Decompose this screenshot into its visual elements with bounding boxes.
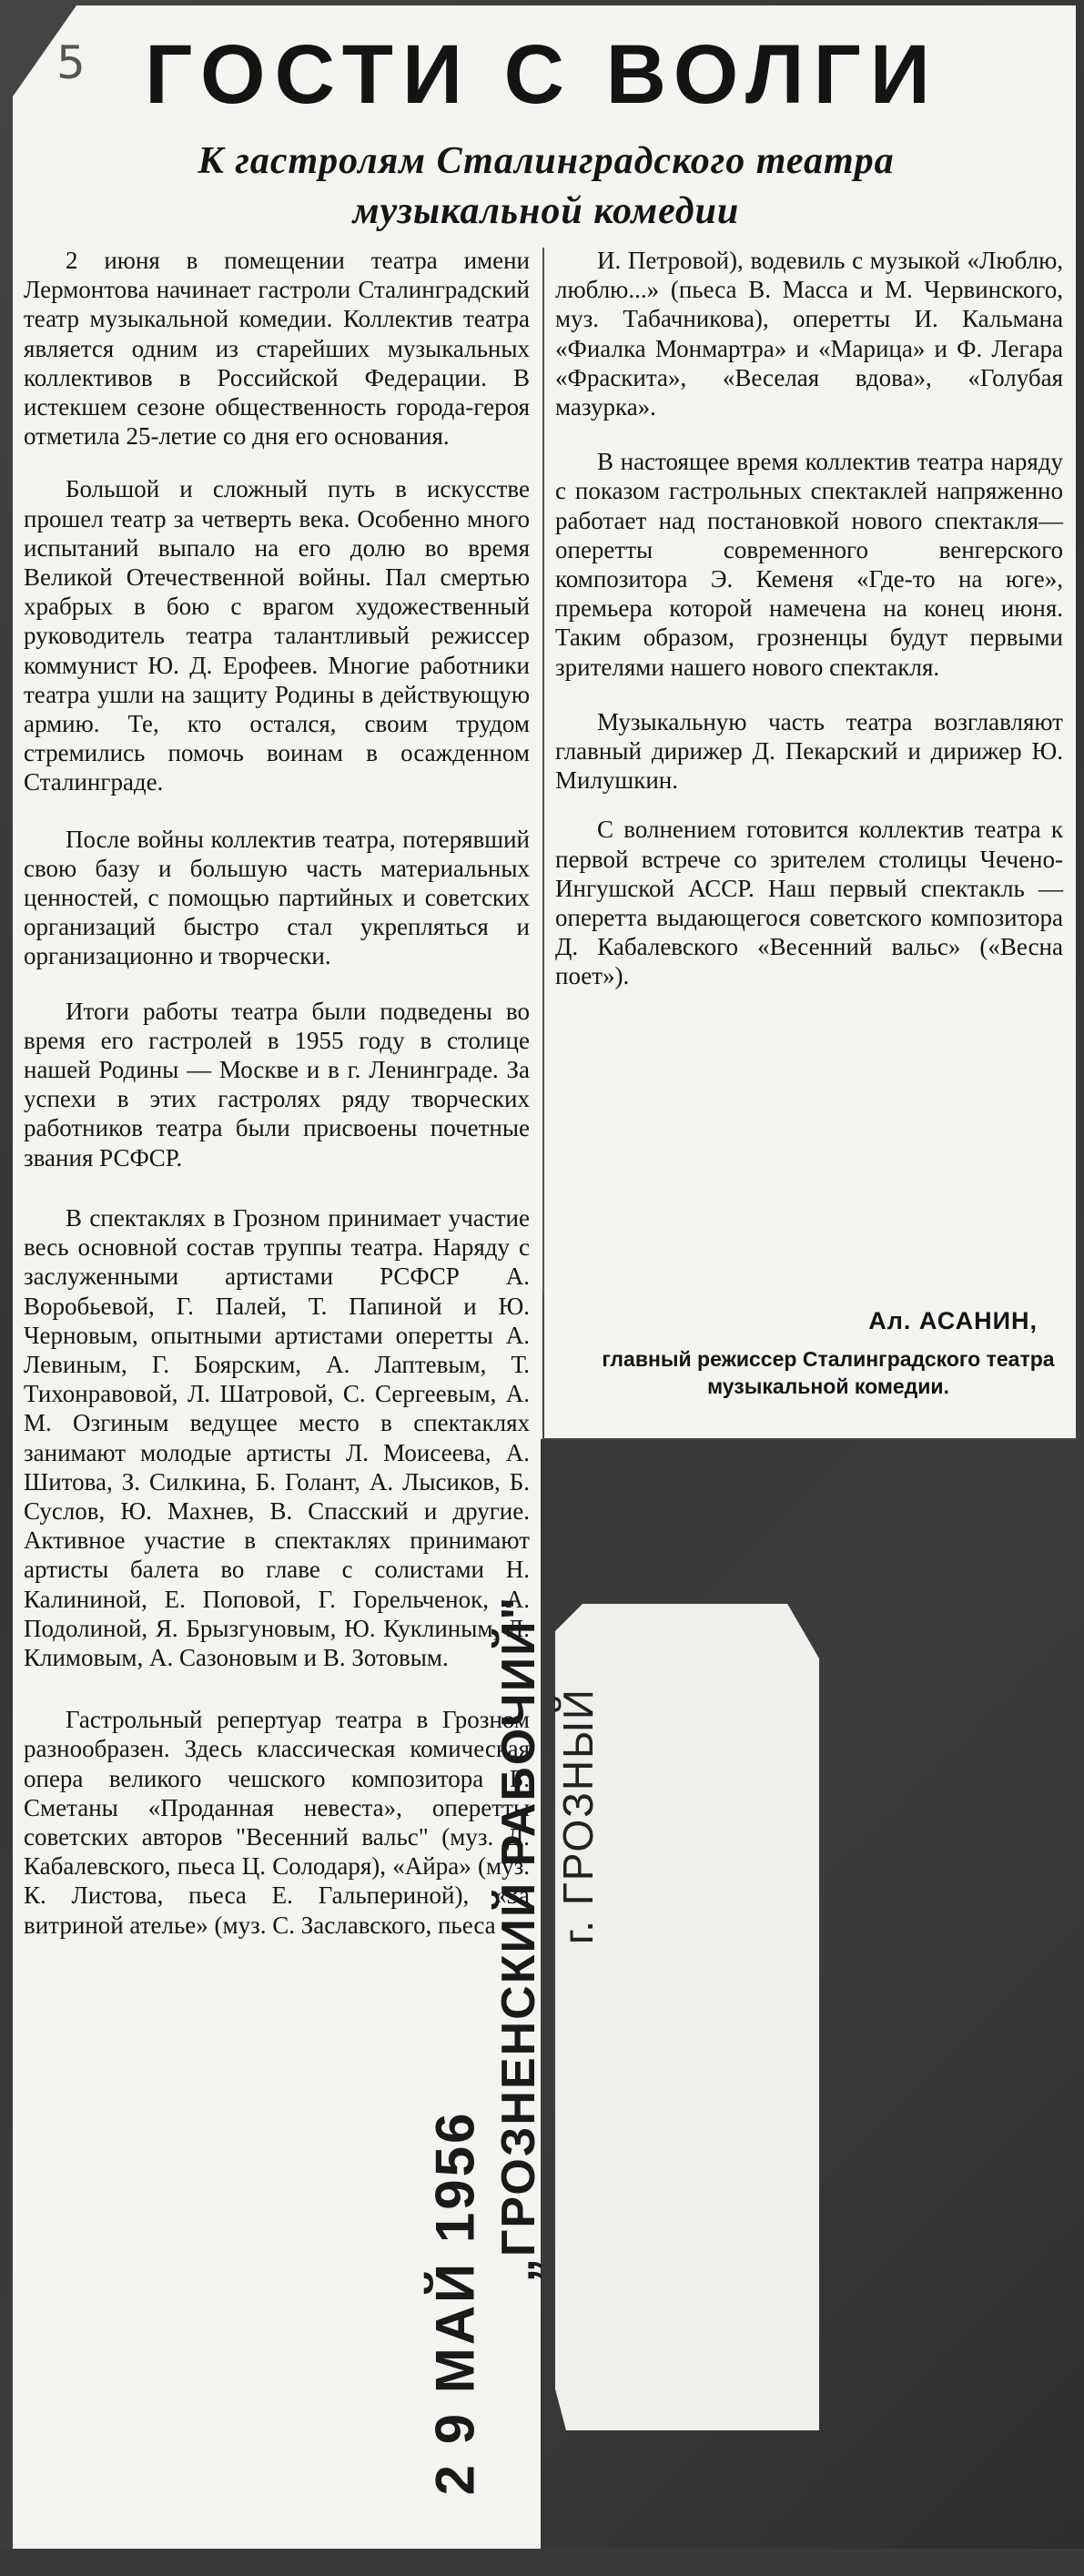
paragraph: В настоящее время коллектив театра наряду с показом гастрольных спектаклей напряженно работает над постановкой нового спектакля—оперетты современного венгерского композитора Э. Кеменя «Где-то на юге», премьера которой намечена на конец июня. Таким образом, грозненцы будут первыми зрителями нашего нового спектакля. [555, 448, 1063, 681]
article-right-column [555, 246, 1063, 991]
stamp-date: 2 9 МАЙ 1956 [424, 2110, 486, 2496]
author-role: главный режиссер Сталинградского театра музыкальной комедии. [602, 1347, 1055, 1398]
subtitle-line-2: музыкальной комедии [352, 190, 740, 232]
paragraph: В спектаклях в Грозном принимает участие весь основной состав труппы театра. Наряду с заслуженными артистами РСФСР А. Воробьевой, Г. Палей, Т. Папиной и Ю. Черновым, опытными артистами оперетты А. Левиным, Г. Боярским, А. Лаптевым, Т. Тихонравовой, Л. Шатровой, С. Сергеевым, А. М. Озгиным ведущее место в спектаклях занимают молодые артисты Л. Моисеева, А. Шитова, З. Силкина, Б. Голант, А. Лысиков, Б. Суслов, Ю. Махнев, В. Спасский и другие. Активное участие в спектаклях принимают артисты балета во главе с солистами Н. Калининой, Е. Поповой, Г. Горельченок, А. Подолиной, Я. Брызгуновым, Ю. Куклиным, Л. Климовым, А. Сазоновым и В. Зотовым. [24, 1203, 530, 1671]
signature-box-rule-bottom [542, 1438, 1076, 1440]
article-subtitle [109, 137, 983, 237]
page-mark: 5 [56, 36, 86, 89]
author-signature: Ал. АСАНИН, [868, 1307, 1038, 1334]
paragraph: И. Петровой), водевиль с музыкой «Люблю, люблю...» (пьеса В. Масса и М. Червинского, муз. Табачникова), оперетты И. Кальмана «Фиалка Монмартра» и «Марица» и Ф. Легара «Фраскита», «Веселая вдова», «Голубая мазурка». [555, 247, 1063, 421]
paragraph: С волнением готовится коллектив театра к первой встрече со зрителем столицы Чечено-Ингушской АССР. Наш первый спектакль — оперетта выдающегося советского композитора Д. Кабалевского «Весенний вальс» («Весна поет»). [555, 816, 1063, 990]
article-headline: ГОСТИ С ВОЛГИ [145, 28, 939, 121]
paragraph: Итоги работы театра были подведены во время его гастролей в 1955 году в столице нашей Родины — Москве и в г. Ленинграде. За успехи в этих гастролях ряду творческих работников театра были присвоены почетные звания РСФСР. [24, 997, 530, 1171]
stamp-newspaper-name: „ГРОЗНЕНСКИЙ РАБОЧИЙ" [492, 1595, 545, 2283]
paragraph: Большой и сложный путь в искусстве прошел театр за четверть века. Особенно много испытаний выпало на его долю во время Великой Отечественной войны. Пал смертью храбрых в бою с врагом художественный руководитель театра талантливый режиссер коммунист Ю. Д. Ерофеев. Многие работники театра ушли на защиту Родины в действующую армию. Те, кто остался, своим трудом стремились помочь воинам в осажденном Сталинграде. [24, 475, 530, 796]
paragraph: Музыкальную часть театра возглавляют главный дирижер Д. Пекарский и дирижер Ю. Милушкин. [555, 707, 1063, 795]
stamp-city: г. ГРОЗНЫЙ [554, 1688, 602, 1944]
paragraph: После войны коллектив театра, потерявший свою базу и большую часть материальных ценностей, с помощью партийных и советских организаций быстро стал укрепляться и организационно и творчески. [24, 825, 530, 970]
article-left-column [24, 246, 530, 1940]
paragraph: Гастрольный репертуар театра в Грозном разнообразен. Здесь классическая комическая опера великого чешского композитора Б. Сметаны «Проданная невеста», оперетты советских авторов "Весенний вальс" (муз. Д. Кабалевского, пьеса Ц. Солодаря), «Айра» (муз. К. Листова, пьеса Е. Гальпериной), «За витриной ателье» (муз. С. Заславского, пьеса [24, 1706, 530, 1939]
paragraph: 2 июня в помещении театра имени Лермонтова начинает гастроли Сталинградский театр музыкальной комедии. Коллектив театра является одним из старейших музыкальных коллективов в Российской Федерации. В истекшем сезоне общественность города-героя отметила 25-летие со дня его основания. [24, 247, 530, 451]
signature-box-rule-left [542, 1293, 544, 1440]
column-divider [542, 248, 544, 1438]
subtitle-line-1: К гастролям Сталинградского театра [198, 140, 895, 182]
